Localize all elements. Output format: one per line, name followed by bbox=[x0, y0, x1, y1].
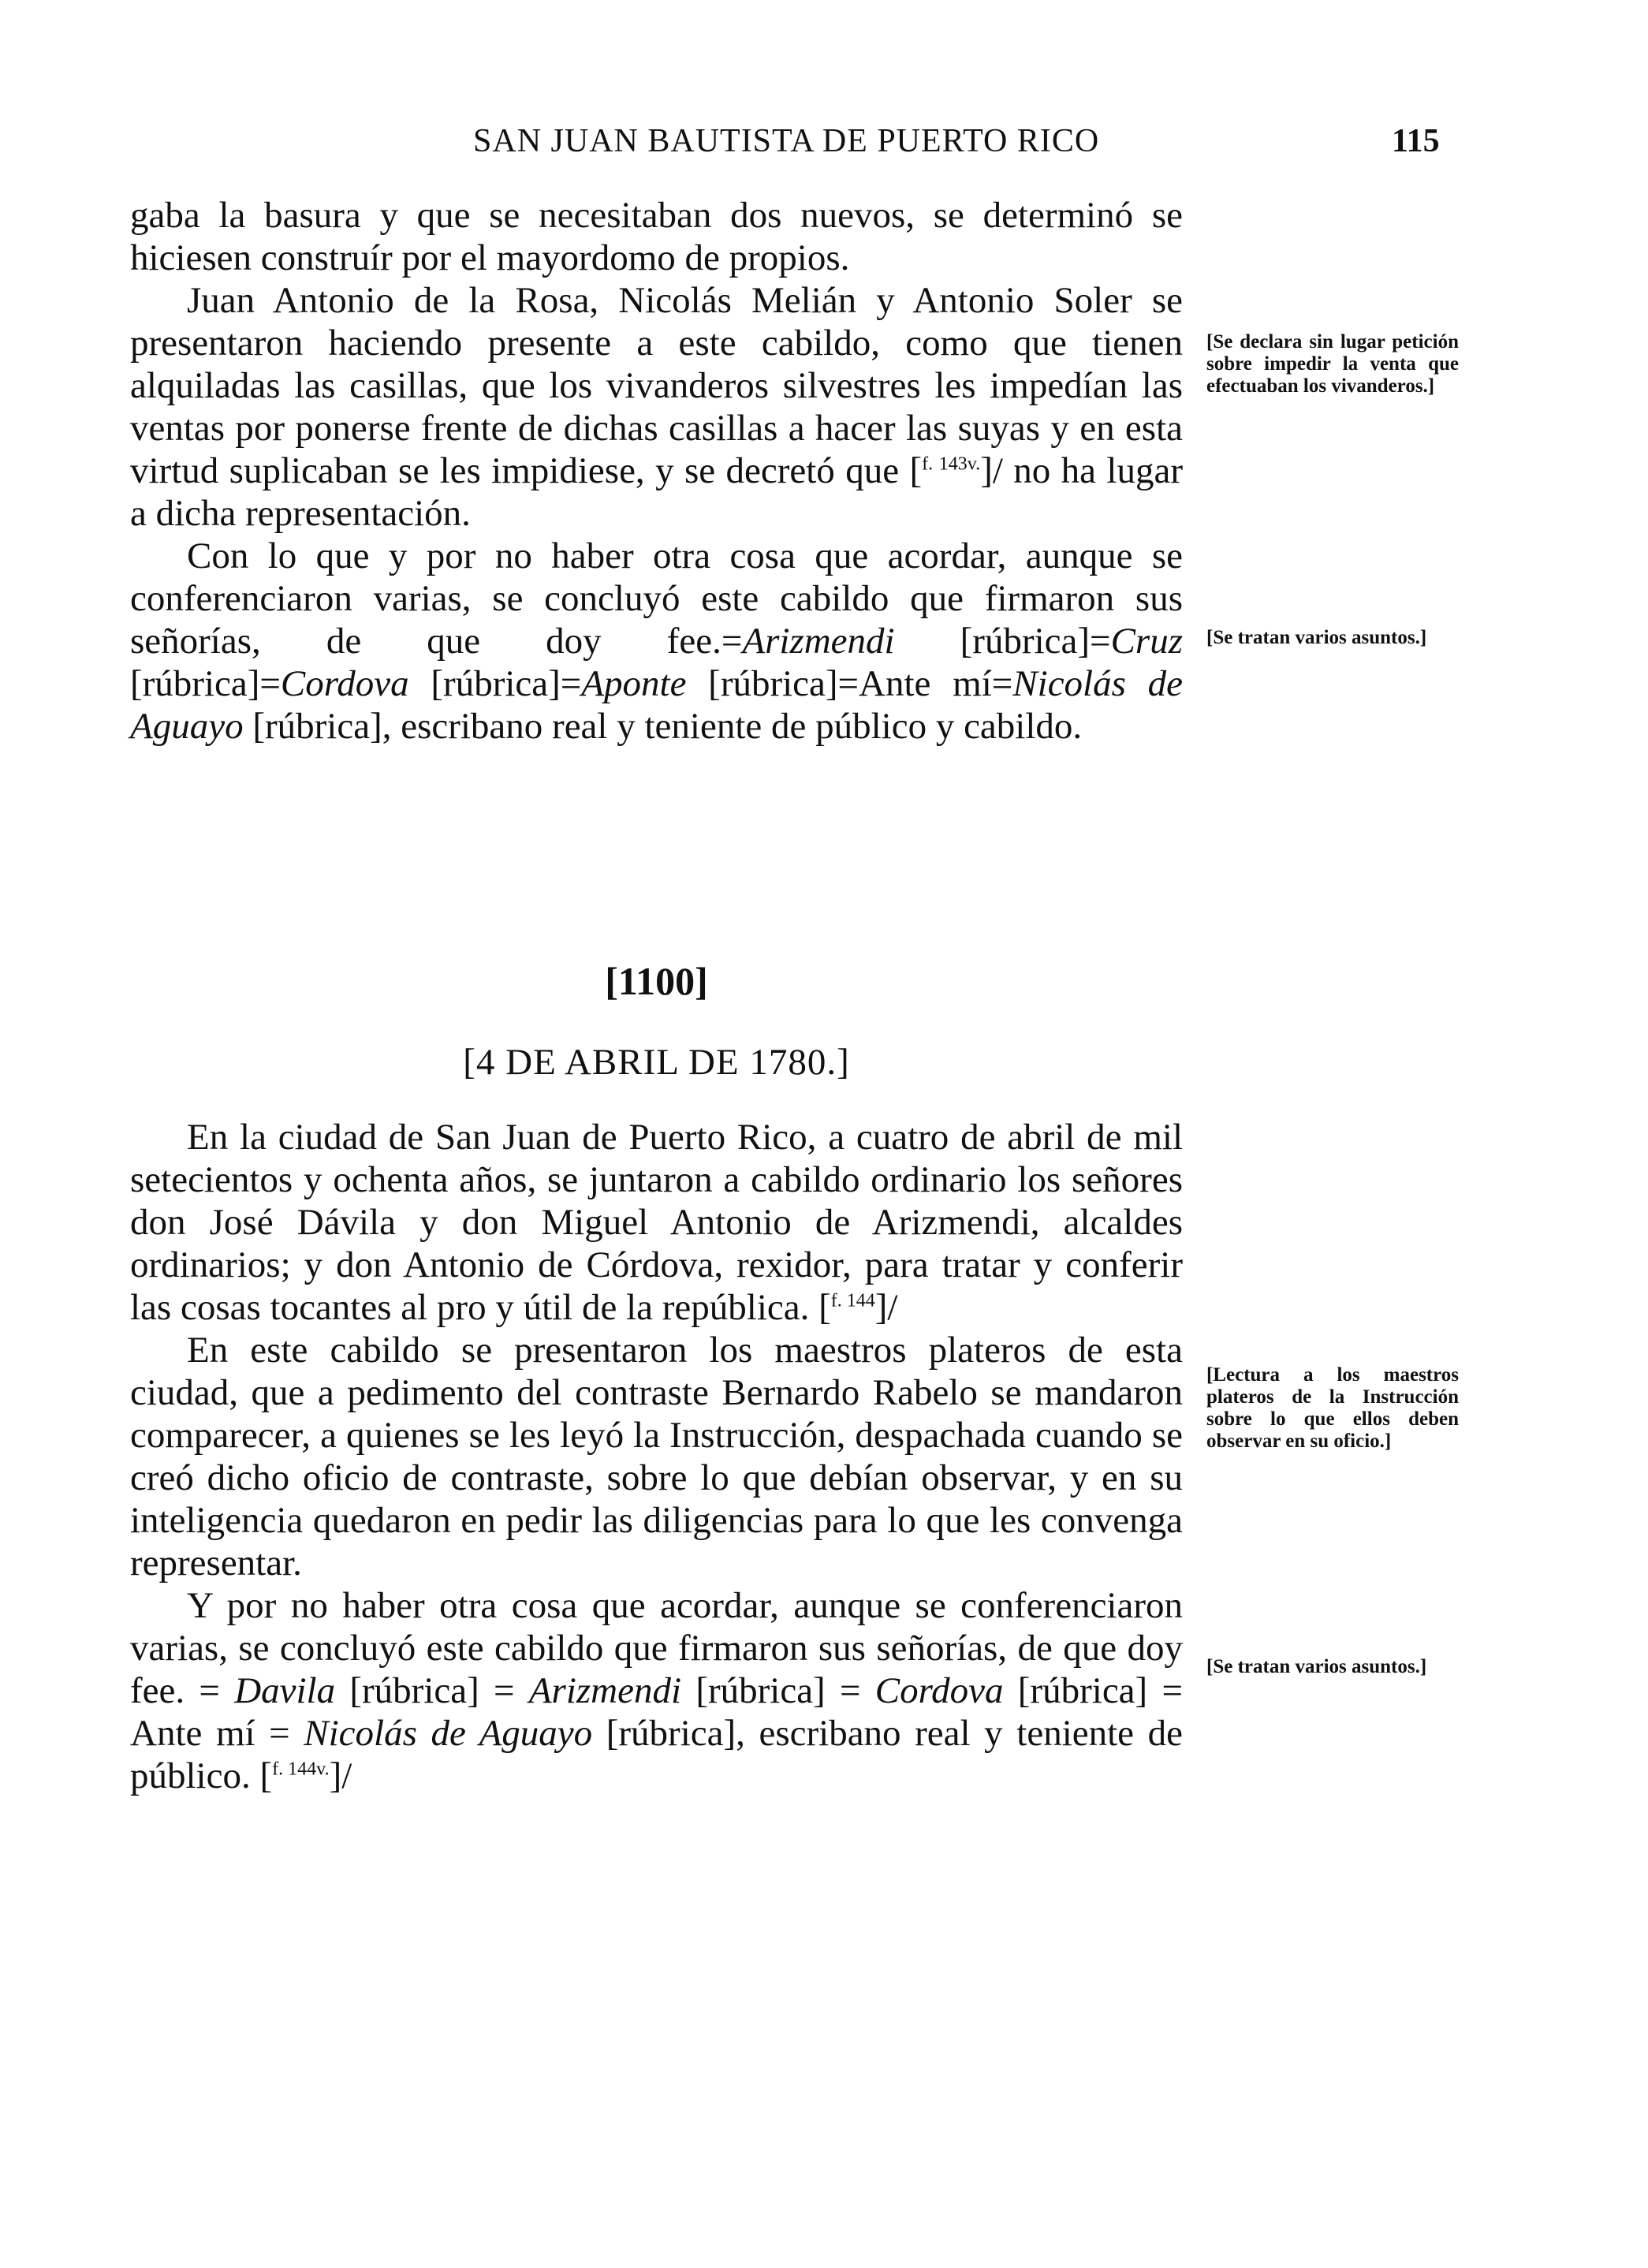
paragraph: En la ciudad de San Juan de Puerto Rico, a cuatro de abril de mil setecientos y ochenta años, se juntaron a cabildo ordinario los señores don José Dávila y don Miguel Antonio de Arizmendi, alcaldes ordinarios; y don Antonio de Córdova, rexidor, para tratar y conferir las cosas tocantes al pro y útil de la república. [$^{f. 144}$]/ bbox=[130, 1117, 1183, 1328]
margin-note: [Lectura a los maestros plateros de la Instrucción sobre lo que ellos deben observar en su oficio.] bbox=[1206, 1364, 1459, 1452]
folio-reference: f. 144v. bbox=[272, 1759, 330, 1780]
folio-reference: f. 143v. bbox=[922, 453, 981, 475]
signature-name: Cordova bbox=[280, 663, 409, 704]
signature-name: Cordova bbox=[874, 1670, 1004, 1711]
margin-note: [Se tratan varios asuntos.] bbox=[1206, 1656, 1427, 1677]
margin-note: [Se declara sin lugar petición sobre impedir la venta que efectuaban los vivanderos.] bbox=[1206, 331, 1459, 397]
closing-paragraph: Y por no haber otra cosa que acordar, aunque se conferenciaron varias, se concluyó este cabildo que firmaron sus señorías, de que doy fee. = Davila [rúbrica] = Arizmendi [rúbrica] = Cordova [rúbrica] = Ante mí = Nicolás de Aguayo [rúbrica], escribano real y teniente de público. [$^{f. 144v.}$]/ bbox=[130, 1585, 1183, 1796]
paragraph: gaba la basura y que se necesitaban dos nuevos, se determinó se hiciesen construír por el mayordomo de propios. bbox=[130, 195, 1183, 278]
signature-name: Cruz bbox=[1110, 621, 1183, 662]
previous-minutes-section bbox=[130, 194, 1183, 748]
paragraph: Juan Antonio de la Rosa, Nicolás Melián y Antonio Soler se presentaron haciendo presente a este cabildo, como que tienen alquiladas las casillas, que los vivanderos silvestres les impedían las ventas por ponerse frente de dichas casillas a hacer las suyas y en esta virtud suplicaban se les impidiese, y se decretó que [$^{f. 143v.}$]/ no ha lugar a dicha representación. bbox=[130, 280, 1184, 534]
signature-name: Arizmendi bbox=[742, 621, 895, 662]
signature-name: Arizmendi bbox=[528, 1670, 682, 1711]
folio-reference: f. 144 bbox=[830, 1290, 875, 1311]
page-number: 115 bbox=[1392, 123, 1440, 159]
closing-paragraph: Con lo que y por no haber otra cosa que acordar, aunque se conferenciaron varias, se concluyó este cabildo que firmaron sus señorías, de que doy fee.=Arizmendi [rúbrica]=Cruz [rúbrica]=Cordova [rúbrica]=Aponte [rúbrica]=Ante mí=Nicolás de Aguayo [rúbrica], escribano real y teniente de público y cabildo. bbox=[130, 535, 1183, 747]
signature-name: Nicolás de Aguayo bbox=[130, 663, 1183, 747]
document-date: [4 DE ABRIL DE 1780.] bbox=[463, 1042, 850, 1083]
document-number: [1100] bbox=[605, 959, 708, 1003]
minutes-section bbox=[130, 1116, 1183, 1797]
paragraph: En este cabildo se presentaron los maestros plateros de esta ciudad, que a pedimento del contraste Bernardo Rabelo se mandaron comparecer, a quienes se les leyó la Instrucción, despachada cuando se creó dicho oficio de contraste, sobre lo que debían observar, y en su inteligencia quedaron en pedir las diligencias para lo que les convenga representar. bbox=[130, 1330, 1183, 1583]
running-title: SAN JUAN BAUTISTA DE PUERTO RICO bbox=[473, 123, 1100, 159]
signature-name: Nicolás de Aguayo bbox=[304, 1713, 593, 1754]
signature-name: Davila bbox=[234, 1670, 336, 1711]
margin-note: [Se tratan varios asuntos.] bbox=[1206, 627, 1427, 648]
signature-name: Aponte bbox=[581, 663, 687, 704]
